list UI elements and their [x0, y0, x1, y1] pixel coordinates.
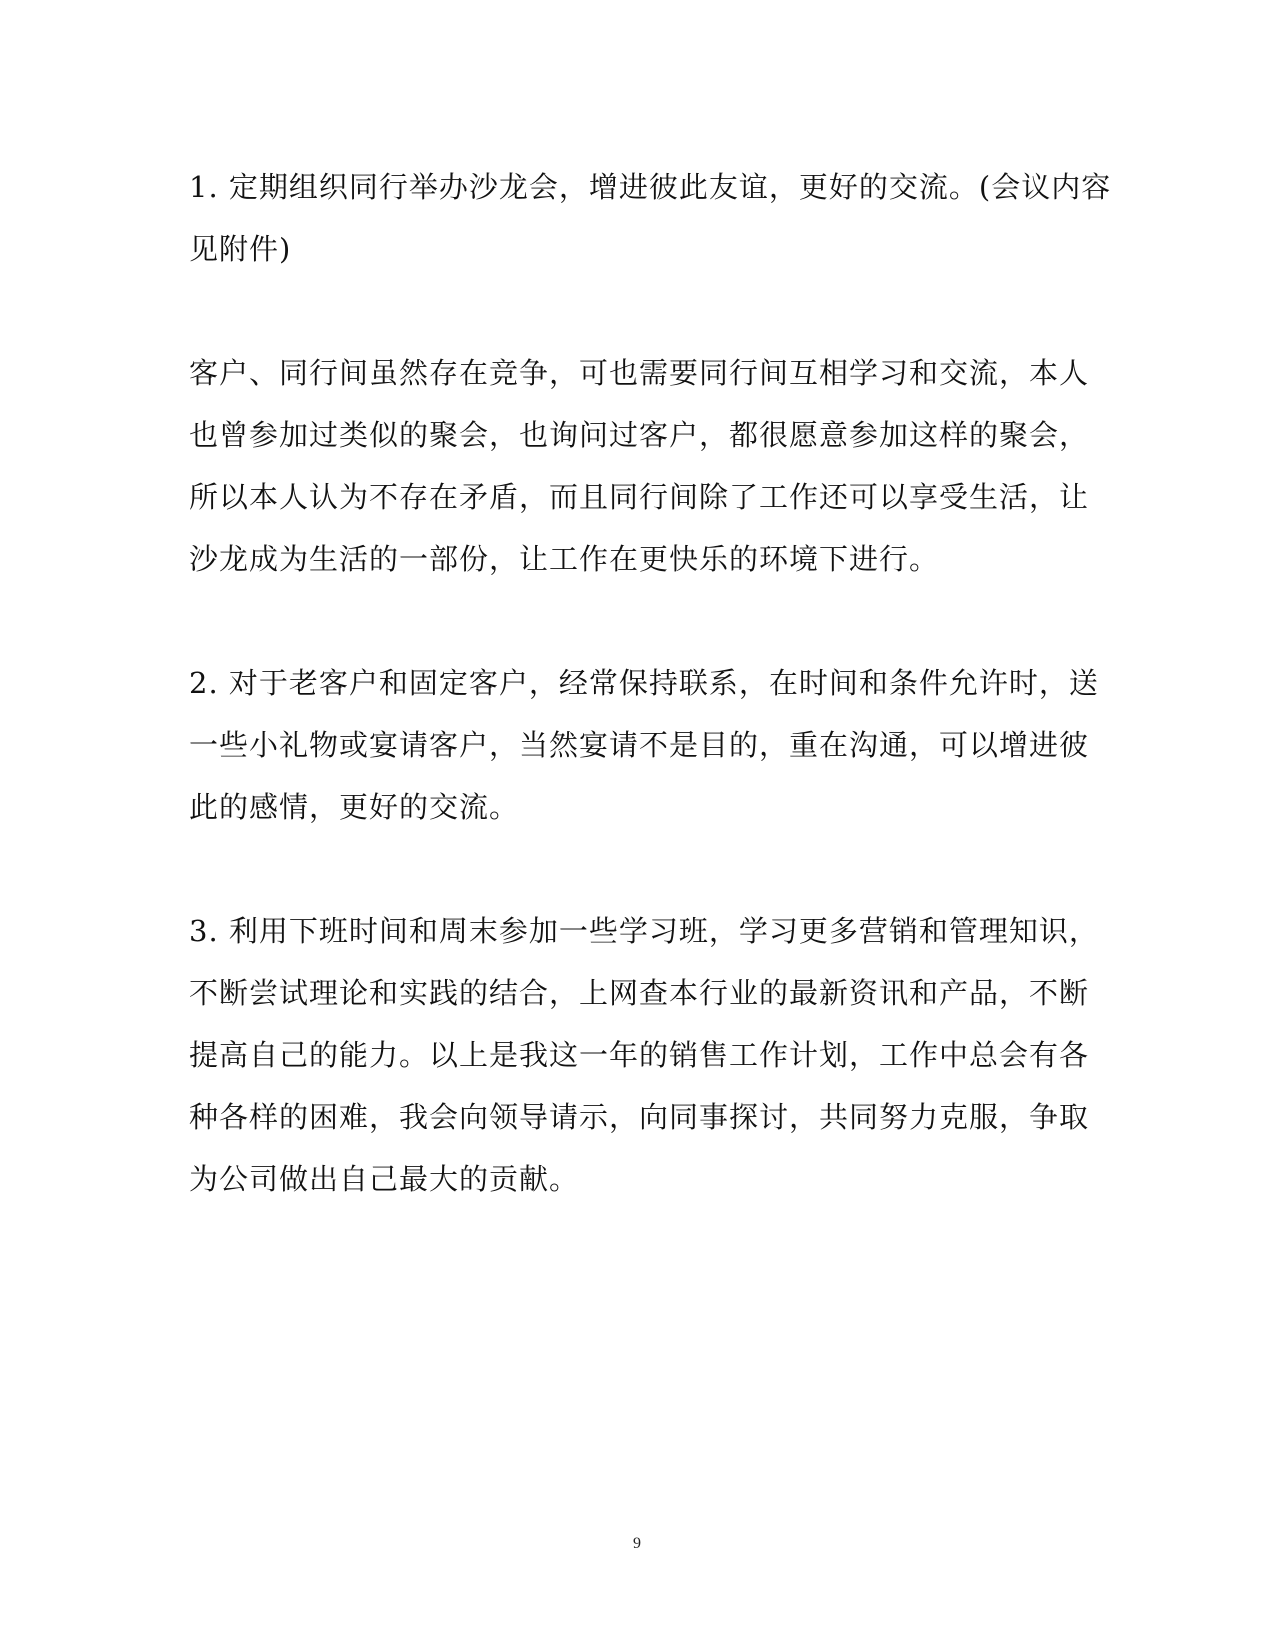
paragraph-line: 沙龙成为生活的一部份，让工作在更快乐的环境下进行。 — [189, 542, 940, 576]
paragraph-line: 种各样的困难，我会向领导请示，向同事探讨，共同努力克服，争取 — [189, 1100, 1090, 1134]
paragraph-line: 2. 对于老客户和固定客户，经常保持联系，在时间和条件允许时，送 — [189, 666, 1099, 700]
paragraph-line: 见附件) — [189, 232, 292, 266]
paragraph-spacer — [189, 280, 1069, 342]
paragraph-peer-exchange — [189, 342, 1090, 590]
paragraph-line: 也曾参加过类似的聚会，也询问过客户，都很愿意参加这样的聚会， — [189, 418, 1090, 452]
paragraph-line: 客户、同行间虽然存在竞争，可也需要同行间互相学习和交流，本人 — [189, 356, 1090, 390]
paragraph-spacer — [189, 590, 1069, 652]
paragraph-line: 提高自己的能力。以上是我这一年的销售工作计划，工作中总会有各 — [189, 1038, 1090, 1072]
paragraph-line: 一些小礼物或宴请客户，当然宴请不是目的，重在沟通，可以增进彼 — [189, 728, 1090, 762]
paragraph-line: 1. 定期组织同行举办沙龙会，增进彼此友谊，更好的交流。(会议内容 — [189, 170, 1112, 204]
paragraph-spacer — [189, 838, 1069, 900]
paragraph-line: 此的感情，更好的交流。 — [189, 790, 520, 824]
paragraph-line: 所以本人认为不存在矛盾，而且同行间除了工作还可以享受生活，让 — [189, 480, 1090, 514]
paragraph-item-1 — [189, 156, 1112, 280]
paragraph-item-2 — [189, 652, 1099, 838]
paragraph-line: 为公司做出自己最大的贡献。 — [189, 1162, 580, 1196]
page-number: 9 — [633, 1535, 641, 1552]
paragraph-line: 不断尝试理论和实践的结合，上网查本行业的最新资讯和产品，不断 — [189, 976, 1090, 1010]
paragraph-line: 3. 利用下班时间和周末参加一些学习班，学习更多营销和管理知识， — [189, 914, 1099, 948]
document-body — [189, 156, 1112, 1210]
paragraph-item-3 — [189, 900, 1099, 1210]
